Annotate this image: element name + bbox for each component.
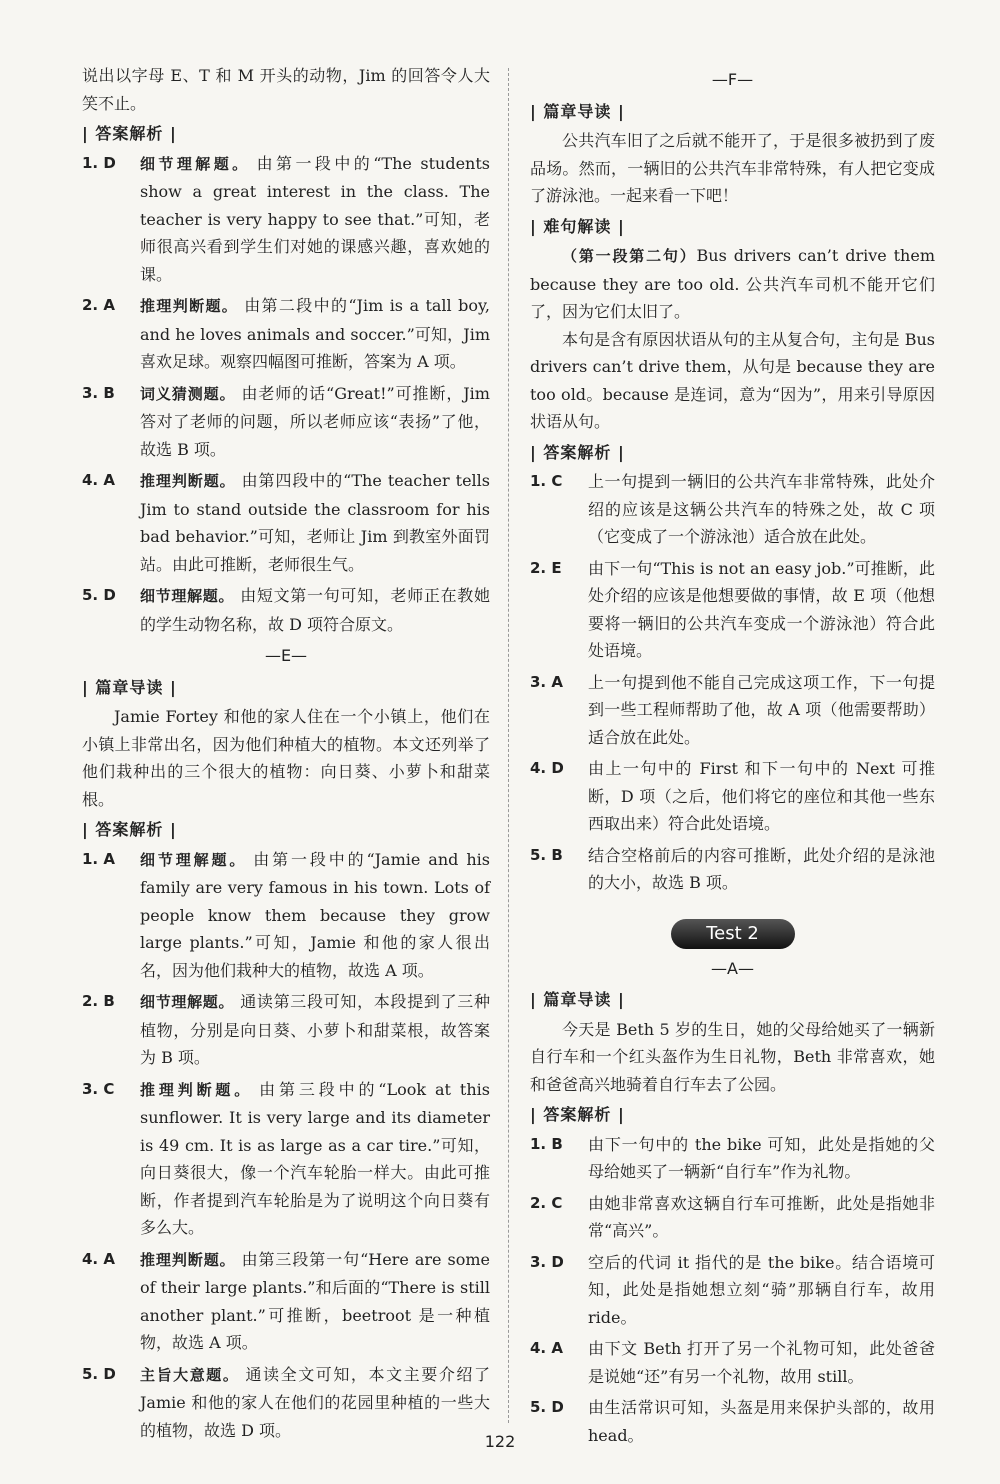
- answer-body: [140, 1076, 490, 1242]
- answer-text: 由短文第一句可知，老师正在教她的学生动物名称，故 D 项符合原文。: [140, 586, 490, 634]
- answer-item: [530, 1249, 935, 1332]
- answer-item: [530, 555, 935, 665]
- answer-number: 3. A: [530, 672, 563, 691]
- f-hard-sentence-para: [530, 242, 935, 326]
- answer-item: [82, 988, 490, 1072]
- answer-text: 由下文 Beth 打开了另一个礼物可知，此处爸爸是说她“还”有另一个礼物，故用 still。: [588, 1339, 935, 1386]
- question-type: 推理判断题。: [140, 1250, 236, 1269]
- answer-body: [140, 292, 490, 376]
- answer-number: 2. B: [82, 992, 115, 1010]
- answer-item: [530, 1190, 935, 1245]
- f-hard-explain: 本句是含有原因状语从句的主从复合句，主句是 Bus drivers can’t drive them，从句是 because they are too old。because 是连词，意为“因为”，用来引导原因状语从句。: [530, 329, 935, 431]
- answer-item: [530, 468, 935, 551]
- question-type: 细节理解题。: [140, 154, 251, 173]
- f-hard-label: （第一段第二句）: [562, 247, 697, 265]
- f-answer-heading: | 答案解析 |: [530, 439, 935, 467]
- page-number: 122: [484, 1432, 516, 1451]
- answer-body: [588, 1335, 935, 1390]
- answer-number: 3. C: [82, 1079, 115, 1098]
- answer-text: 上一句提到一辆旧的公共汽车非常特殊，此处介绍的应该是这辆公共汽车的特殊之处，故 C 项（它变成了一个游泳池）适合放在此处。: [588, 472, 935, 546]
- question-type: 细节理解题。: [140, 850, 248, 869]
- answer-number: 2. E: [530, 558, 562, 577]
- answer-body: [140, 1246, 490, 1357]
- a-intro-text: 今天是 Beth 5 岁的生日，她的父母给她买了一辆新自行车和一个红头盔作为生日礼物，Beth 非常喜欢，她和爸爸高兴地骑着自行车去了公园。: [530, 1019, 935, 1094]
- question-type: 细节理解题。: [140, 993, 235, 1011]
- section-f-label: —F—: [711, 70, 754, 89]
- e-answer-heading: | 答案解析 |: [82, 816, 490, 844]
- answer-text: 由下一句“This is not an easy job.”可推断，此处介绍的应该是他想要做的事情，故 E 项（他想要将一辆旧的公共汽车变成一个游泳池）符合此处语境。: [588, 558, 935, 660]
- e-answer-list: [82, 846, 490, 1445]
- answer-number: 5. B: [530, 845, 563, 864]
- answer-text: 由第三段中的“Look at this sunflower. It is very large and its diameter is 49 cm. It is as large as a car tire.”可知，向日葵很大，像一个汽车轮胎一样大。由此可推断，作者提到汽车轮胎是为了说明这个向日葵有多么大。: [140, 1079, 490, 1237]
- test-badge: Test 2: [671, 919, 795, 949]
- answer-number: 4. A: [530, 1339, 563, 1357]
- answer-item: [82, 1076, 490, 1242]
- answer-number: 4. D: [530, 759, 564, 777]
- answer-text: 通读第三段可知，本段提到了三种植物，分别是向日葵、小萝卜和甜菜根，故答案为 B 项。: [140, 992, 490, 1067]
- left-column: [82, 62, 490, 1448]
- answer-text: 通读全文可知，本文主要介绍了 Jamie 和他的家人在他们的花园里种植的一些大的植物，故选 D 项。: [140, 1364, 490, 1440]
- answer-number: 5. D: [82, 1364, 116, 1383]
- answer-item: [530, 842, 935, 897]
- answer-number: 1. A: [82, 849, 115, 868]
- answer-text: 由第四段中的“The teacher tells Jim to stand outside the classroom for his bad behavior.”可知，老师让 Jim 到教室外面罚站。由此可推断，老师很生气。: [140, 471, 490, 574]
- answer-body: [588, 555, 935, 665]
- answer-item: [530, 1335, 935, 1390]
- answer-number: 5. D: [82, 586, 116, 604]
- answer-item: [82, 582, 490, 638]
- answer-text: 由生活常识可知，头盔是用来保护头部的，故用 head。: [588, 1398, 935, 1445]
- question-type: 推理判断题。: [140, 297, 239, 315]
- answer-text: 由她非常喜欢这辆自行车可推断，此处是指她非常“高兴”。: [588, 1193, 935, 1240]
- answer-text: 结合空格前后的内容可推断，此处介绍的是泳池的大小，故选 B 项。: [588, 845, 935, 892]
- answer-number: 1. B: [530, 1134, 563, 1153]
- section-e-label: —E—: [264, 646, 308, 665]
- answer-body: [140, 582, 490, 638]
- answer-item: [82, 380, 490, 464]
- column-divider: [508, 68, 509, 1423]
- section-a-label: —A—: [711, 958, 754, 978]
- answer-item: [82, 1246, 490, 1357]
- intro-tail: 说出以字母 E、T 和 M 开头的动物，Jim 的回答令人大笑不止。: [82, 66, 490, 113]
- f-hard-sentence: Bus drivers can’t drive them because they are too old. 公共汽车司机不能开它们了，因为它们太旧了。: [530, 246, 935, 321]
- answer-number: 4. A: [82, 471, 115, 489]
- answer-body: [588, 669, 935, 752]
- f-intro-heading: | 篇章导读 |: [530, 98, 935, 126]
- answer-number: 1. D: [82, 153, 116, 172]
- answer-body: [140, 467, 490, 578]
- f-intro-text: 公共汽车旧了之后就不能开了，于是很多被扔到了废品场。然而，一辆旧的公共汽车非常特殊，有人把它变成了游泳池。一起来看一下吧！: [530, 131, 935, 205]
- f-hard-heading: | 难句解读 |: [530, 213, 935, 241]
- answer-text: 由老师的话“Great!”可推断，Jim 答对了老师的问题，所以老师应该“表扬”了他，故选 B 项。: [140, 383, 490, 459]
- answer-number: 2. A: [82, 296, 115, 314]
- question-type: 细节理解题。: [140, 587, 235, 605]
- answer-text: 由第二段中的“Jim is a tall boy, and he loves animals and soccer.”可知，Jim 喜欢足球。观察四幅图可推断，答案为 A 项。: [140, 296, 490, 371]
- answer-text: 由下一句中的 the bike 可知，此处是指她的父母给她买了一辆新“自行车”作为礼物。: [588, 1134, 935, 1181]
- d-answer-list: [82, 150, 490, 639]
- answer-body: [140, 846, 490, 985]
- answer-text: 由第三段第一句“Here are some of their large plants.”和后面的“There is still another plant.”可推断，beetroot 是一种植物，故选 A 项。: [140, 1249, 490, 1352]
- answer-item: [82, 292, 490, 376]
- question-type: 主旨大意题。: [140, 1365, 240, 1384]
- d-answer-heading: | 答案解析 |: [82, 120, 490, 148]
- answer-item: [82, 846, 490, 985]
- answer-item: [530, 1131, 935, 1186]
- answer-body: [140, 380, 490, 464]
- answer-number: 2. C: [530, 1193, 563, 1212]
- answer-item: [530, 755, 935, 838]
- answer-number: 3. B: [82, 383, 115, 402]
- answer-item: [530, 669, 935, 752]
- answer-number: 1. C: [530, 472, 563, 490]
- e-intro-text: Jamie Fortey 和他的家人住在一个小镇上，他们在小镇上非常出名，因为他们种植大的植物。本文还列举了他们栽种出的三个很大的植物：向日葵、小萝卜和甜菜根。: [82, 707, 490, 809]
- question-type: 词义猜测题。: [140, 384, 236, 403]
- answer-item: [82, 467, 490, 578]
- answer-number: 4. A: [82, 1249, 115, 1268]
- answer-body: [140, 150, 490, 289]
- answer-body: [588, 1190, 935, 1245]
- a-answer-heading: | 答案解析 |: [530, 1101, 935, 1129]
- answer-body: [588, 1249, 935, 1332]
- answer-number: 5. D: [530, 1398, 564, 1416]
- answer-body: [588, 842, 935, 897]
- answer-body: [588, 468, 935, 551]
- a-intro-heading: | 篇章导读 |: [530, 986, 935, 1014]
- e-intro-heading: | 篇章导读 |: [82, 674, 490, 702]
- question-type: 推理判断题。: [140, 1080, 254, 1099]
- answer-text: 由上一句中的 First 和下一句中的 Next 可推断，D 项（之后，他们将它的座位和其他一些东西取出来）符合此处语境。: [588, 759, 935, 833]
- answer-number: 3. D: [530, 1252, 564, 1271]
- answer-text: 由第一段中的“The students show a great interest in the class. The teacher is very happy to see that.”可知，老师很高兴看到学生们对她的课感兴趣，喜欢她的课。: [140, 153, 490, 284]
- f-answer-list: [530, 468, 935, 897]
- answer-text: 上一句提到他不能自己完成这项工作，下一句提到一些工程师帮助了他，故 A 项（他需要帮助）适合放在此处。: [588, 672, 935, 747]
- answer-body: [588, 755, 935, 838]
- a-answer-list: [530, 1131, 935, 1450]
- answer-body: [140, 988, 490, 1072]
- answer-body: [588, 1131, 935, 1186]
- right-column: [530, 62, 935, 1453]
- answer-item: [82, 150, 490, 289]
- answer-text: 由第一段中的“Jamie and his family are very famous in his town. Lots of people know them because they grow large plants.”可知，Jamie 和他的家人很出名，因为他们栽种大的植物，故选 A 项。: [140, 849, 490, 980]
- question-type: 推理判断题。: [140, 472, 236, 490]
- answer-text: 空后的代词 it 指代的是 the bike。结合语境可知，此处是指她想立刻“骑”那辆自行车，故用 ride。: [588, 1252, 935, 1327]
